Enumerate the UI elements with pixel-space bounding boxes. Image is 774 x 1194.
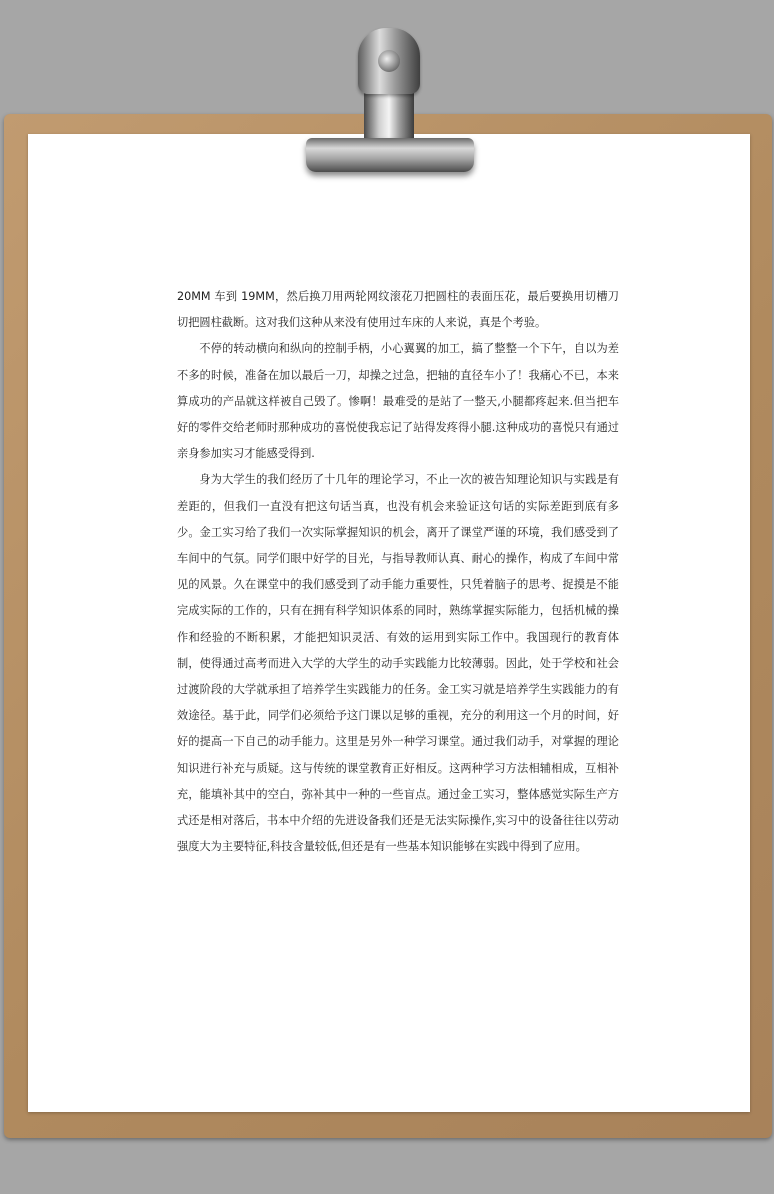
- clipboard-board: [4, 114, 772, 1138]
- paragraph-1: 20MM 车到 19MM，然后换刀用两轮网纹滚花刀把圆柱的表面压花，最后要换用切槽刀切把圆柱截断。这对我们这种从来没有使用过车床的人来说，真是个考验。: [177, 290, 619, 330]
- paper-sheet: [28, 134, 750, 1112]
- document-body: [177, 284, 619, 860]
- paragraph-2: 不停的转动横向和纵向的控制手柄，小心翼翼的加工，搞了整整一个下午，自以为差不多的时候，准备在加以最后一刀，却操之过急，把轴的直径车小了！我痛心不已，本来算成功的产品就这样被自己毁了。惨啊！最难受的是站了一整天,小腿都疼起来.但当把车好的零件交给老师时那种成功的喜悦使我忘记了站得发疼得小腿.这种成功的喜悦只有通过亲身参加实习才能感受得到.: [177, 342, 619, 461]
- binder-clip-loop: [358, 28, 420, 94]
- paragraph-3: 身为大学生的我们经历了十几年的理论学习，不止一次的被告知理论知识与实践是有差距的，但我们一直没有把这句话当真，也没有机会来验证这句话的实际差距到底有多少。金工实习给了我们一次实际掌握知识的机会，离开了课堂严谨的环境，我们感受到了车间中的气氛。同学们眼中好学的目光，与指导教师认真、耐心的操作，构成了车间中常见的风景。久在课堂中的我们感受到了动手能力重要性，只凭着脑子的思考、捉摸是不能完成实际的工作的，只有在拥有科学知识体系的同时，熟练掌握实际能力，包括机械的操作和经验的不断积累，才能把知识灵活、有效的运用到实际工作中。我国现行的教育体制，使得通过高考而进入大学的大学生的动手实践能力比较薄弱。因此，处于学校和社会过渡阶段的大学就承担了培养学生实践能力的任务。金工实习就是培养学生实践能力的有效途径。基于此，同学们必须给予这门课以足够的重视，充分的利用这一个月的时间，好好的提高一下自己的动手能力。这里是另外一种学习课堂。通过我们动手，对掌握的理论知识进行补充与质疑。这与传统的课堂教育正好相反。这两种学习方法相辅相成，互相补充，能填补其中的空白，弥补其中一种的一些盲点。通过金工实习，整体感觉实际生产方式还是相对落后，书本中介绍的先进设备我们还是无法实际操作,实习中的设备往往以劳动强度大为主要特征,科技含量较低,但还是有一些基本知识能够在实践中得到了应用。: [177, 473, 619, 854]
- binder-clip-base: [306, 138, 474, 172]
- binder-clip: [300, 28, 480, 178]
- binder-clip-hole: [378, 50, 400, 72]
